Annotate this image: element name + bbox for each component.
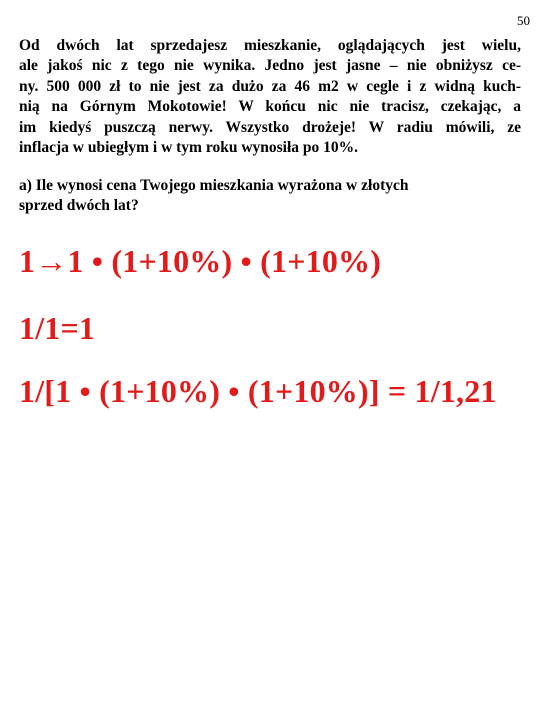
formula-deflated-price: 1/[1 • (1+10%) • (1+10%)] = 1/1,21	[19, 373, 497, 409]
question-line: a) Ile wynosi cena Twojego mieszkania wyrażona w złotych	[19, 177, 409, 194]
intro-line: im kiedyś puszczą nerwy. Wszystko drożeje! W radiu mówili, ze	[19, 118, 521, 136]
intro-line: nią na Górnym Mokotowie! W końcu nic nie tracisz, czekając, a	[19, 98, 521, 116]
formula-growth: 1→1 • (1+10%) • (1+10%)	[19, 243, 382, 279]
formula-base: 1/1=1	[19, 310, 96, 346]
intro-line: ny. 500 000 zł to nie jest za dużo za 46 m2 w cegle i z widną kuch-	[19, 77, 521, 95]
question-a	[19, 176, 519, 217]
intro-line: ale jakoś nic z tego nie wynika. Jedno jest jasne – nie obniżysz ce-	[19, 57, 521, 75]
intro-line: Od dwóch lat sprzedajesz mieszkanie, oglądających jest wielu,	[19, 37, 521, 54]
page-number: 50	[517, 13, 530, 28]
intro-paragraph	[19, 36, 521, 158]
question-line: sprzed dwóch lat?	[19, 197, 139, 215]
intro-line: inflacja w ubiegłym i w tym roku wynosiła po 10%.	[19, 139, 359, 157]
